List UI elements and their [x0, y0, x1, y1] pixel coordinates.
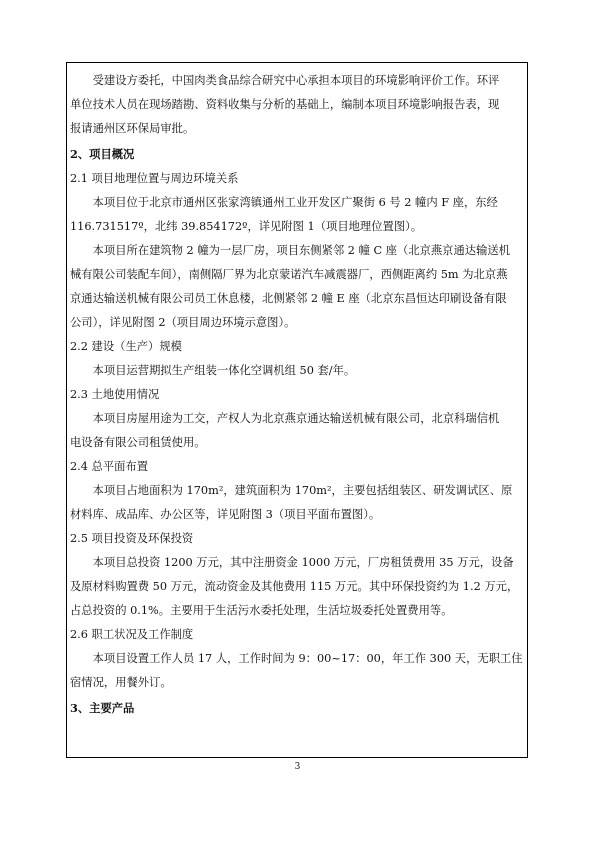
paragraph-line: 材料库、成品库、办公区等，详见附图 3（项目平面布置图）。 — [70, 508, 381, 521]
paragraph-line: 报请通州区环保局审批。 — [70, 122, 195, 135]
paragraph-line: 单位技术人员在现场踏勘、资料收集与分析的基础上，编制本项目环境影响报告表，现 — [70, 98, 500, 111]
paragraph-line: 械有限公司装配车间），南侧隔厂界为北京蒙诺汽车减震器厂，西侧距离约 5m 为北京燕 — [70, 268, 508, 281]
paragraph-line: 京通达输送机械有限公司员工休息楼，北侧紧邻 2 幢 E 座（北京东昌恒达印刷设备有限 — [70, 292, 507, 305]
paragraph-line: 本项目所在建筑物 2 幢为一层厂房，项目东侧紧邻 2 幢 C 座（北京燕京通达输送机 — [70, 244, 510, 257]
paragraph-line: 116.731517º，北纬 39.854172º，详见附图 1（项目地理位置图）。 — [70, 220, 423, 233]
paragraph-line: 电设备有限公司租赁使用。 — [70, 436, 206, 449]
section-heading: 3、主要产品 — [70, 701, 135, 715]
paragraph-line: 占总投资的 0.1%。主要用于生活污水委托处理，生活垃圾委托处置费用等。 — [70, 604, 453, 617]
paragraph-line: 本项目总投资 1200 万元，其中注册资金 1000 万元，厂房租赁费用 35 万元，设备 — [70, 556, 514, 569]
paragraph-line: 及原材料购置费 50 万元，流动资金及其他费用 115 万元。其中环保投资约为 1.2 万元， — [70, 580, 519, 593]
subsection-heading: 2.3 土地使用情况 — [70, 388, 160, 401]
subsection-heading: 2.4 总平面布置 — [70, 460, 149, 473]
paragraph-line: 本项目运营期拟生产组装一体化空调机组 50 套/年。 — [70, 364, 356, 377]
paragraph-line: 本项目占地面积为 170m²，建筑面积为 170m²，主要包括组装区、研发调试区、原 — [70, 484, 513, 497]
paragraph-line: 本项目房屋用途为工交，产权人为北京燕京通达输送机械有限公司，北京科瑞信机 — [70, 412, 500, 425]
subsection-heading: 2.5 项目投资及环保投资 — [70, 532, 194, 545]
subsection-heading: 2.1 项目地理位置与周边环境关系 — [70, 172, 239, 185]
paragraph-line: 公司），详见附图 2（项目周边环境示意图）。 — [70, 316, 296, 329]
section-heading: 2、项目概况 — [70, 147, 135, 161]
paragraph-line: 本项目位于北京市通州区张家湾镇通州工业开发区广聚街 6 号 2 幢内 F 座，东经 — [70, 196, 498, 209]
paragraph-line: 宿情况，用餐外订。 — [70, 676, 172, 689]
page-number: 3 — [294, 762, 301, 772]
subsection-heading: 2.2 建设（生产）规模 — [70, 340, 182, 353]
paragraph-line: 本项目设置工作人员 17 人，工作时间为 9：00~17：00，年工作 300 天，无职工住 — [70, 652, 523, 665]
paragraph-line: 受建设方委托，中国肉类食品综合研究中心承担本项目的环境影响评价工作。环评 — [70, 74, 500, 87]
subsection-heading: 2.6 职工状况及工作制度 — [70, 628, 194, 641]
